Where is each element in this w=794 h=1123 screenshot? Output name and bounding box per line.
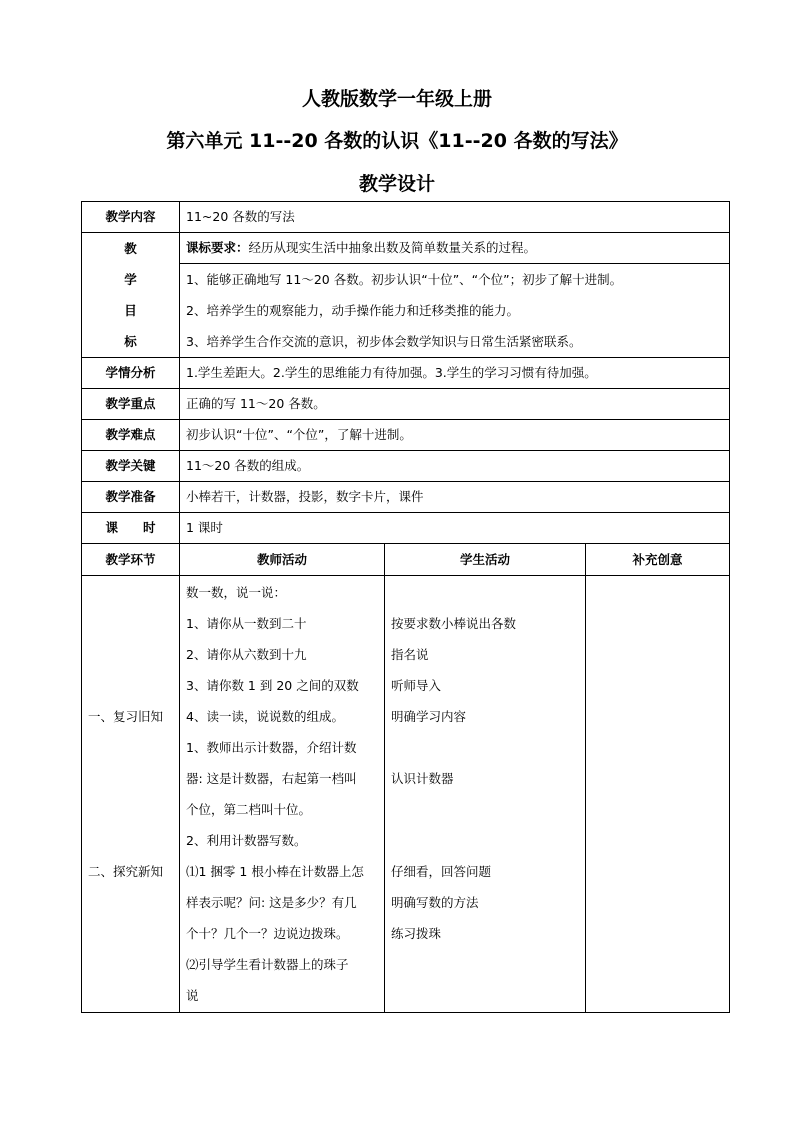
extra-column (586, 576, 730, 1013)
objective-char: 教 (124, 241, 137, 256)
row-analysis (82, 358, 730, 389)
value-difficulty: 初步认识“十位”、“个位”，了解十进制。 (180, 420, 730, 451)
student-activity-line: 明确学习内容 (391, 709, 467, 724)
teacher-activity-line: 1、教师出示计数器，介绍计数 (186, 740, 357, 755)
value-key-point: 正确的写 11～20 各数。 (180, 389, 730, 420)
stage-explore: 二、探究新知 (88, 864, 164, 879)
teacher-activity-line: 3、请你数 1 到 20 之间的双数 (186, 678, 359, 693)
document-title: 人教版数学一年级上册 (301, 88, 492, 110)
objective-char: 目 (124, 303, 137, 318)
header-student: 学生活动 (385, 544, 586, 576)
label-objectives (82, 233, 180, 358)
student-activity-line (391, 732, 579, 763)
student-activity-lines (391, 577, 579, 1011)
value-period: 1 课时 (180, 513, 730, 544)
student-activity-line: 认识计数器 (391, 771, 454, 786)
objective-item: 1、能够正确地写 11～20 各数。初步认识“十位”、“个位”；初步了解十进制。 (186, 272, 623, 287)
stage-review: 一、复习旧知 (88, 709, 164, 724)
teacher-activity-column (180, 576, 385, 1013)
teacher-activity-line: ⑴1 捆零 1 根小棒在计数器上怎 (186, 864, 364, 879)
teacher-activity-line: 个位，第二档叫十位。 (186, 802, 312, 817)
row-crux (82, 451, 730, 482)
row-content (82, 202, 730, 233)
teacher-activity-lines (186, 577, 378, 1011)
teacher-activity-line: 4、读一读，说说数的组成。 (186, 709, 344, 724)
student-activity-line (391, 949, 579, 980)
value-objectives (180, 264, 730, 358)
teacher-activity-line: 个十？几个一？边说边拨珠。 (186, 926, 349, 941)
label-content: 教学内容 (82, 202, 180, 233)
label-key-point: 教学重点 (82, 389, 180, 420)
student-activity-line (391, 577, 579, 608)
document-subtitle: 第六单元 11--20 各数的认识《11--20 各数的写法》 (166, 130, 628, 152)
student-activity-line: 明确写数的方法 (391, 895, 479, 910)
header-extra: 补充创意 (586, 544, 730, 576)
objective-char: 学 (124, 272, 137, 287)
student-activity-line: 练习拨珠 (391, 926, 442, 941)
teacher-activity-line: 说 (186, 988, 199, 1003)
teacher-activity-line: 2、请你从六数到十九 (186, 647, 307, 662)
value-content: 11~20 各数的写法 (180, 202, 730, 233)
teacher-activity-line: 器: 这是计数器，右起第一档叫 (186, 771, 357, 786)
student-activity-line: 仔细看，回答问题 (391, 864, 492, 879)
teacher-activity-line: 2、利用计数器写数。 (186, 833, 307, 848)
objective-char: 标 (124, 334, 137, 349)
row-key-point (82, 389, 730, 420)
document-heading: 教学设计 (358, 173, 435, 195)
student-activity-line: 听师导入 (391, 678, 442, 693)
row-period (82, 513, 730, 544)
row-standard (82, 233, 730, 264)
label-difficulty: 教学难点 (82, 420, 180, 451)
row-objectives (82, 264, 730, 358)
teacher-activity-line: ⑵引导学生看计数器上的珠子 (186, 957, 349, 972)
value-preparation: 小棒若干，计数器，投影，数字卡片，课件 (180, 482, 730, 513)
standard-prefix: 课标要求： (186, 240, 249, 255)
label-period: 课 时 (82, 513, 180, 544)
value-crux: 11～20 各数的组成。 (180, 451, 730, 482)
student-activity-line: 指名说 (391, 647, 429, 662)
objective-item: 3、培养学生合作交流的意识，初步体会数学知识与日常生活紧密联系。 (186, 334, 582, 349)
objective-item: 2、培养学生的观察能力，动手操作能力和迁移类推的能力。 (186, 303, 519, 318)
teacher-activity-line: 1、请你从一数到二十 (186, 616, 307, 631)
header-stage: 教学环节 (82, 544, 180, 576)
student-activity-line (391, 980, 579, 1011)
teacher-activity-line: 样表示呢？问: 这是多少？有几 (186, 895, 357, 910)
value-analysis: 1.学生差距大。2.学生的思维能力有待加强。3.学生的学习习惯有待加强。 (180, 358, 730, 389)
student-activity-line: 按要求数小棒说出各数 (391, 616, 517, 631)
student-activity-line (391, 825, 579, 856)
lesson-plan-table (81, 201, 730, 1013)
header-teacher: 教师活动 (180, 544, 385, 576)
label-analysis: 学情分析 (82, 358, 180, 389)
standard-text: 经历从现实生活中抽象出数及简单数量关系的过程。 (248, 240, 537, 255)
teacher-activity-line: 数一数，说一说： (186, 585, 287, 600)
label-preparation: 教学准备 (82, 482, 180, 513)
value-standard (180, 233, 730, 264)
process-header-row (82, 544, 730, 576)
stage-column (82, 576, 180, 1013)
row-difficulty (82, 420, 730, 451)
process-body-row (82, 576, 730, 1013)
student-activity-line (391, 794, 579, 825)
label-crux: 教学关键 (82, 451, 180, 482)
row-preparation (82, 482, 730, 513)
student-activity-column (385, 576, 586, 1013)
